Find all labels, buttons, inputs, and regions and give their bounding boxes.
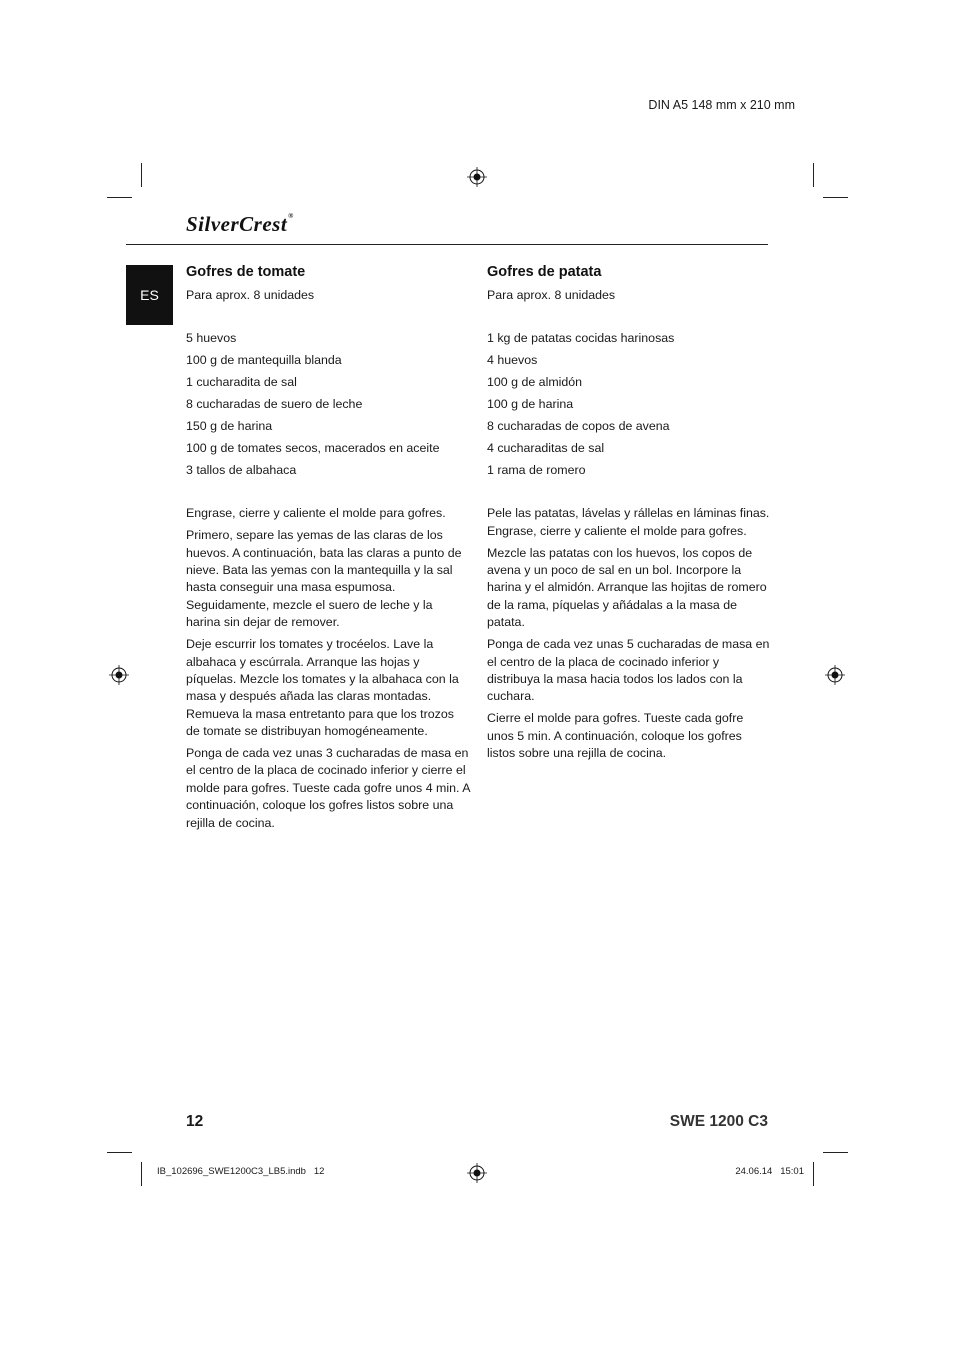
ingredient-item: 100 g de mantequilla blanda [186, 353, 342, 368]
recipe-column-left [186, 262, 470, 837]
language-tab: ES [126, 265, 173, 325]
crop-mark [107, 1152, 132, 1153]
step-paragraph: Deje escurrir los tomates y trocéelos. Lave la albahaca y escúrrala. Arranque las hojas y píquelas. Mezcle los tomates y la albahaca con la masa y después añada las claras montadas. Remueva la masa entretanto para que los trozos de tomate se distribuyan homogéneamente. [186, 637, 459, 739]
brand-name: SilverCrest [186, 212, 288, 236]
crop-mark [823, 1152, 848, 1153]
ingredient-item: 100 g de harina [487, 397, 574, 412]
ingredient-item: 5 huevos [186, 331, 237, 346]
step-paragraph: Mezcle las patatas con los huevos, los copos de avena y un poco de sal en un bol. Incorpore la harina y el almidón. Arranque las hojitas de romero de la rama, píquelas y añádalas a la masa de patata. [487, 545, 767, 630]
crop-mark [823, 197, 848, 198]
recipe-servings: Para aprox. 8 unidades [487, 288, 616, 302]
page-number: 12 [186, 1113, 204, 1130]
ingredient-list [186, 330, 470, 479]
brand-logo [186, 212, 294, 237]
ingredient-item: 4 cucharaditas de sal [487, 440, 605, 455]
crop-mark [107, 197, 132, 198]
ingredient-item: 1 rama de romero [487, 462, 586, 477]
crop-mark [141, 1162, 142, 1186]
crop-mark [813, 163, 814, 187]
recipe-title: Gofres de tomate [186, 264, 306, 280]
registration-mark-icon [467, 1163, 487, 1183]
ingredient-item: 100 g de tomates secos, macerados en aceite [186, 440, 440, 455]
ingredient-item: 150 g de harina [186, 419, 273, 434]
slug-date-info: 24.06.14 15:01 [735, 1166, 804, 1177]
ingredient-item: 8 cucharadas de copos de avena [487, 419, 670, 434]
step-paragraph: Primero, separe las yemas de las claras de los huevos. A continuación, bata las claras a punto de nieve. Bata las yemas con la mantequilla y la sal hasta conseguir una masa espumosa. Seguidamente, mezcle el suero de leche y la harina sin dejar de remover. [186, 528, 462, 630]
ingredient-item: 8 cucharadas de suero de leche [186, 397, 363, 412]
ingredient-list [487, 330, 771, 479]
step-paragraph: Ponga de cada vez unas 3 cucharadas de masa en el centro de la placa de cocinado inferior y cierre el molde para gofres. Tueste cada gofre unos 4 min. A continuación, coloque los gofres listos sobre una rejilla de cocina. [186, 746, 470, 830]
recipe-servings: Para aprox. 8 unidades [186, 288, 315, 302]
registration-mark-icon [467, 167, 487, 187]
step-paragraph: Ponga de cada vez unas 5 cucharadas de masa en el centro de la placa de cocinado inferior y distribuya la masa hacia todos los lados con la cuchara. [487, 637, 770, 704]
ingredient-item: 100 g de almidón [487, 375, 583, 390]
ingredient-item: 1 cucharadita de sal [186, 375, 297, 390]
registration-mark-icon [825, 665, 845, 685]
preparation-steps [487, 505, 771, 762]
header-rule [126, 244, 768, 245]
slug-file-info: IB_102696_SWE1200C3_LB5.indb 12 [157, 1166, 325, 1177]
ingredient-item: 4 huevos [487, 353, 538, 368]
format-note: DIN A5 148 mm x 210 mm [648, 98, 795, 112]
crop-mark [141, 163, 142, 187]
step-paragraph: Cierre el molde para gofres. Tueste cada gofre unos 5 min. A continuación, coloque los gofres listos sobre una rejilla de cocina. [487, 711, 744, 761]
brand-registered-mark: ® [288, 212, 294, 220]
ingredient-item: 3 tallos de albahaca [186, 462, 297, 477]
model-number: SWE 1200 C3 [669, 1113, 768, 1130]
registration-mark-icon [109, 665, 129, 685]
step-paragraph: Pele las patatas, lávelas y rállelas en láminas finas. Engrase, cierre y caliente el molde para gofres. [487, 506, 770, 538]
crop-mark [813, 1162, 814, 1186]
preparation-steps [186, 505, 470, 832]
recipe-column-right [487, 262, 771, 767]
ingredient-item: 1 kg de patatas cocidas harinosas [487, 331, 675, 346]
step-paragraph: Engrase, cierre y caliente el molde para gofres. [186, 506, 446, 521]
recipe-title: Gofres de patata [487, 264, 602, 280]
